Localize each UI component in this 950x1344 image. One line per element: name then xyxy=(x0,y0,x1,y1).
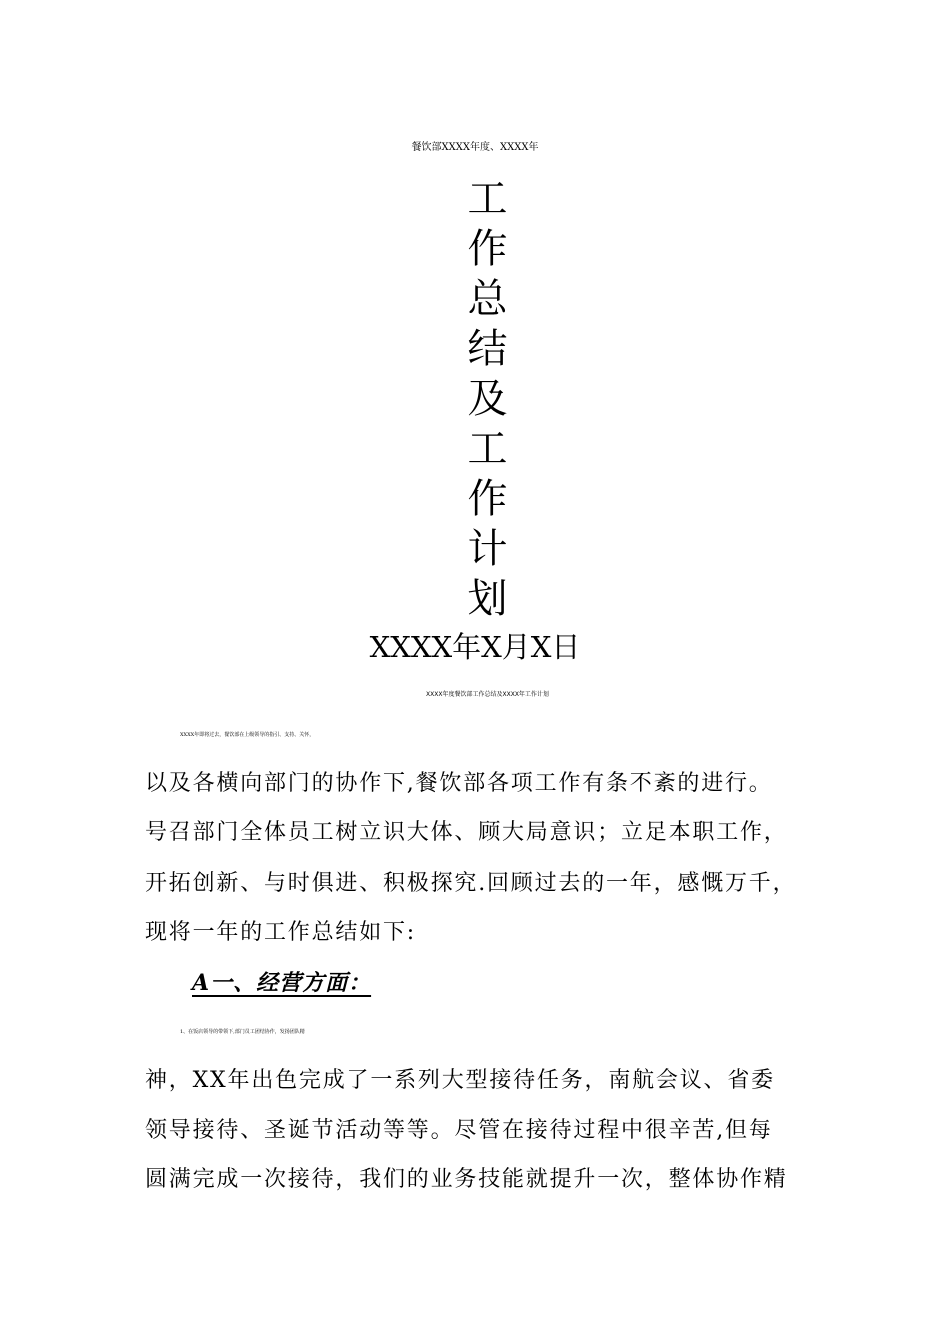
paragraph-line: 号召部门全体员工树立识大体、顾大局意识；立足本职工作， xyxy=(145,820,788,845)
vertical-title-char: 工 xyxy=(467,176,508,222)
section-heading: A一、经营方面： xyxy=(192,970,372,996)
vertical-title-char: 及 xyxy=(467,376,508,422)
paragraph-line: 领导接待、圣诞节活动等等。尽管在接待过程中很辛苦,但每 xyxy=(145,1118,773,1143)
vertical-title-char: 划 xyxy=(467,576,508,622)
cover-title: 餐饮部XXXX年度、XXXX年 xyxy=(411,142,539,153)
vertical-title-char: 计 xyxy=(467,526,508,572)
vertical-title-char: 结 xyxy=(467,326,508,372)
paragraph-line: 神，XX年出色完成了一系列大型接待任务，南航会议、省委 xyxy=(145,1068,775,1093)
document-title: XXXX年度餐饮部工作总结及XXXX年工作计划 xyxy=(426,691,549,698)
paragraph-line: 现将一年的工作总结如下: xyxy=(145,920,417,945)
paragraph-line: 以及各横向部门的协作下,餐饮部各项工作有条不紊的进行。 xyxy=(145,771,773,796)
paragraph-line: 圆满完成一次接待，我们的业务技能就提升一次，整体协作精 xyxy=(145,1167,788,1192)
paragraph-line: XXXX年即将过去，餐饮部在上级领导的指引、支持、关怀， xyxy=(180,732,315,738)
paragraph-line: 1、在饭店领导的带领下,部门员工团结协作，发扬团队精 xyxy=(180,1029,305,1035)
vertical-title-char: 作 xyxy=(467,226,508,272)
vertical-title-char: 工 xyxy=(467,426,508,472)
paragraph-line: 开拓创新、与时俱进、积极探究.回顾过去的一年，感慨万千， xyxy=(145,871,797,896)
vertical-title-char: 作 xyxy=(467,476,508,522)
cover-date: XXXX年X月X日 xyxy=(369,630,581,664)
vertical-title-char: 总 xyxy=(467,276,508,322)
